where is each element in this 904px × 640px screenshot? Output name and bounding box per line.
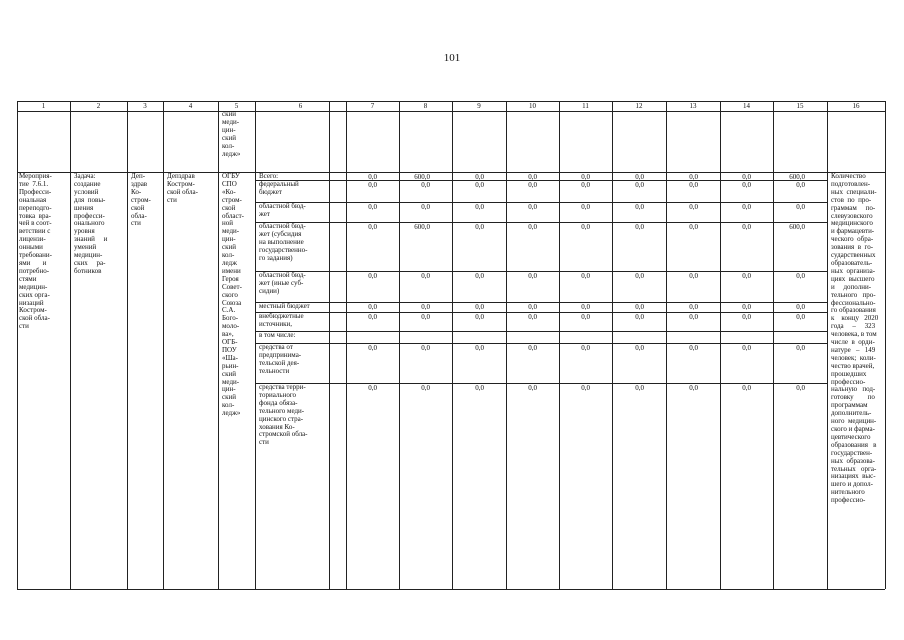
funding-value-cell: 0,0 — [475, 272, 484, 280]
funding-value-cell: 0,0 — [742, 303, 751, 311]
column-header-9: 9 — [477, 102, 481, 110]
funding-value-cell: 0,0 — [742, 384, 751, 392]
funding-value-cell: 0,0 — [689, 303, 698, 311]
continuation-col5-text: ский меди- цин- ский кол- ледж» — [222, 110, 241, 158]
column-header-8: 8 — [423, 102, 428, 110]
funding-value-cell: 0,0 — [796, 181, 805, 189]
funding-value-cell: 0,0 — [475, 181, 484, 189]
table-column-line — [827, 101, 828, 589]
funding-value-cell: 0,0 — [581, 173, 590, 181]
column-header-15: 15 — [796, 102, 804, 110]
funding-value-cell: 0,0 — [742, 272, 751, 280]
funding-value-cell: 0,0 — [581, 384, 590, 392]
funding-value-cell: 0,0 — [689, 313, 698, 321]
funding-value-cell: 0,0 — [475, 344, 484, 352]
column-header-4: 4 — [188, 102, 193, 110]
funding-value-cell: 0,0 — [635, 272, 644, 280]
funding-value-cell: 0,0 — [581, 272, 590, 280]
funding-value-cell: 0,0 — [689, 203, 698, 211]
funding-value-cell: 0,0 — [368, 384, 377, 392]
funding-value-cell: 0,0 — [581, 203, 590, 211]
funding-value-cell: 0,0 — [635, 181, 644, 189]
funding-value-cell: 0,0 — [796, 303, 805, 311]
funding-value-cell: 0,0 — [475, 223, 484, 231]
column-header-5: 5 — [234, 102, 239, 110]
funding-source-label: областной бюд- жет (субсидия на выполнение государственно- го задания) — [259, 222, 308, 262]
table-column-line — [885, 101, 886, 589]
funding-value-cell: 0,0 — [368, 272, 377, 280]
funding-source-label: федеральный бюджет — [259, 180, 299, 196]
funding-value-cell: 0,0 — [635, 173, 644, 181]
funding-value-cell: 0,0 — [368, 173, 377, 181]
funding-value-cell: 600,0 — [414, 223, 430, 231]
funding-value-cell: 0,0 — [635, 384, 644, 392]
funding-value-cell: 0,0 — [742, 173, 751, 181]
column-header-14: 14 — [743, 102, 750, 110]
funding-value-cell: 0,0 — [796, 344, 805, 352]
funding-value-cell: 0,0 — [421, 313, 430, 321]
table-column-line — [163, 101, 164, 589]
row-divider-line — [255, 331, 827, 332]
responsible-executor-text: Деп- здрав Ко- стром- ской обла- сти — [131, 172, 151, 228]
column-header-1: 1 — [41, 102, 46, 110]
funding-value-cell: 0,0 — [742, 181, 751, 189]
funding-value-cell: 0,0 — [528, 303, 537, 311]
funding-value-cell: 0,0 — [421, 344, 430, 352]
funding-value-cell: 0,0 — [528, 344, 537, 352]
funding-value-cell: 0,0 — [421, 384, 430, 392]
funding-value-cell: 0,0 — [689, 223, 698, 231]
funding-source-label: Всего: — [259, 172, 279, 180]
funding-value-cell: 0,0 — [689, 181, 698, 189]
table-column-line — [218, 101, 219, 589]
column-header-13: 13 — [689, 102, 697, 110]
funding-value-cell: 0,0 — [796, 272, 805, 280]
funding-value-cell: 0,0 — [742, 344, 751, 352]
table-column-line — [127, 101, 128, 589]
funding-value-cell: 0,0 — [528, 173, 537, 181]
participants-text: ОГБУ СПО «Ко- стром- ской област- ной меди- цин- ский кол- ледж имени Героя Совет- ского Союза С.А. Бого- моло- ва», ОГБ- ПОУ «Ша- рьин- ский меди- цин- ский кол- ледж» — [222, 172, 244, 418]
funding-value-cell: 0,0 — [581, 223, 590, 231]
funding-value-cell: 0,0 — [635, 203, 644, 211]
funding-value-cell: 0,0 — [742, 203, 751, 211]
coexecutor-text: Депздрав Костром- ской обла- сти — [167, 172, 198, 204]
funding-value-cell: 0,0 — [635, 313, 644, 321]
header-bottom-line — [17, 111, 885, 112]
funding-source-label: в том числе: — [259, 331, 296, 339]
funding-value-cell: 0,0 — [796, 203, 805, 211]
funding-value-cell: 0,0 — [742, 223, 751, 231]
funding-value-cell: 0,0 — [528, 384, 537, 392]
column-header-7: 7 — [370, 102, 375, 110]
funding-value-cell: 0,0 — [368, 303, 377, 311]
funding-value-cell: 0,0 — [528, 223, 537, 231]
page-number: 101 — [443, 52, 461, 64]
measure-name-text: Мероприя- тие 7.6.1. Професси- ональная переподго- товка вра- чей в соот- ветствии с лицензи- онными требовани- ями и потребно- стями медицин- ских орга- низаций Костром- ской обла- сти — [19, 172, 52, 331]
funding-value-cell: 0,0 — [581, 181, 590, 189]
funding-value-cell: 0,0 — [368, 313, 377, 321]
funding-value-cell: 0,0 — [796, 313, 805, 321]
funding-value-cell: 0,0 — [368, 223, 377, 231]
table-column-line — [255, 101, 256, 589]
funding-source-label: средства от предпринима- тельской дея- тельности — [259, 343, 302, 375]
funding-value-cell: 0,0 — [689, 173, 698, 181]
funding-source-label: областной бюд- жет (иные суб- сидии) — [259, 271, 306, 295]
column-header-16: 16 — [852, 102, 860, 110]
column-header-12: 12 — [635, 102, 643, 110]
funding-value-cell: 0,0 — [528, 203, 537, 211]
funding-value-cell: 0,0 — [368, 203, 377, 211]
funding-value-cell: 600,0 — [789, 223, 805, 231]
funding-value-cell: 0,0 — [581, 313, 590, 321]
funding-source-label: средства терри- ториального фонда обяза- тельного меди- цинского стра- хования Ко- стромской обла- сти — [259, 383, 308, 447]
table-column-line — [329, 101, 330, 589]
funding-value-cell: 0,0 — [528, 181, 537, 189]
funding-value-cell: 0,0 — [689, 344, 698, 352]
funding-source-label: областной бюд- жет — [259, 202, 306, 218]
funding-value-cell: 0,0 — [421, 303, 430, 311]
funding-value-cell: 0,0 — [635, 303, 644, 311]
funding-value-cell: 0,0 — [689, 384, 698, 392]
funding-value-cell: 0,0 — [421, 203, 430, 211]
task-description-text: Задача: создание условий для повы- шения професси- онального уровня знаний и умений медицин- ских ра- ботников — [74, 172, 108, 275]
funding-value-cell: 0,0 — [475, 303, 484, 311]
funding-value-cell: 0,0 — [635, 344, 644, 352]
funding-source-label: внебюджетные источники, — [259, 312, 304, 328]
funding-value-cell: 0,0 — [475, 384, 484, 392]
funding-value-cell: 0,0 — [421, 181, 430, 189]
funding-value-cell: 0,0 — [635, 223, 644, 231]
funding-value-cell: 0,0 — [796, 384, 805, 392]
table-column-line — [17, 101, 18, 589]
column-header-10: 10 — [529, 102, 536, 110]
funding-value-cell: 600,0 — [789, 173, 805, 181]
funding-value-cell: 0,0 — [581, 303, 590, 311]
funding-source-label: местный бюджет — [259, 302, 310, 310]
table-column-line — [70, 101, 71, 589]
target-indicator-text: Количество подготовлен- ных специали- стов по про- граммам по- слевузовского медицинского и фармацевти- ческого обра- зования в го- сударственных образователь- ных организа- циях высшего и дополни- тельного про- фессионально- го образования к концу 2020 года – 323 человека, в том числе в орди- натуре – 149 человек; коли- чество врачей, прошедших профессио- нальную под- готовку по программам дополнитель- ного медицин- ского и фарма- цевтического образования в государствен- ных образова- тельных орга- низациях выс- шего и допол- нительного профессио- — [831, 172, 879, 505]
funding-value-cell: 0,0 — [475, 203, 484, 211]
funding-value-cell: 0,0 — [528, 272, 537, 280]
column-header-6: 6 — [298, 102, 303, 110]
table-bottom-line — [17, 589, 885, 590]
funding-value-cell: 0,0 — [421, 272, 430, 280]
column-header-2: 2 — [96, 102, 101, 110]
funding-value-cell: 0,0 — [475, 173, 484, 181]
funding-value-cell: 600,0 — [414, 173, 430, 181]
funding-value-cell: 0,0 — [581, 344, 590, 352]
funding-value-cell: 0,0 — [528, 313, 537, 321]
funding-value-cell: 0,0 — [368, 344, 377, 352]
funding-value-cell: 0,0 — [368, 181, 377, 189]
column-header-11: 11 — [582, 102, 589, 110]
column-header-3: 3 — [143, 102, 147, 110]
funding-value-cell: 0,0 — [475, 313, 484, 321]
funding-value-cell: 0,0 — [689, 272, 698, 280]
funding-value-cell: 0,0 — [742, 313, 751, 321]
